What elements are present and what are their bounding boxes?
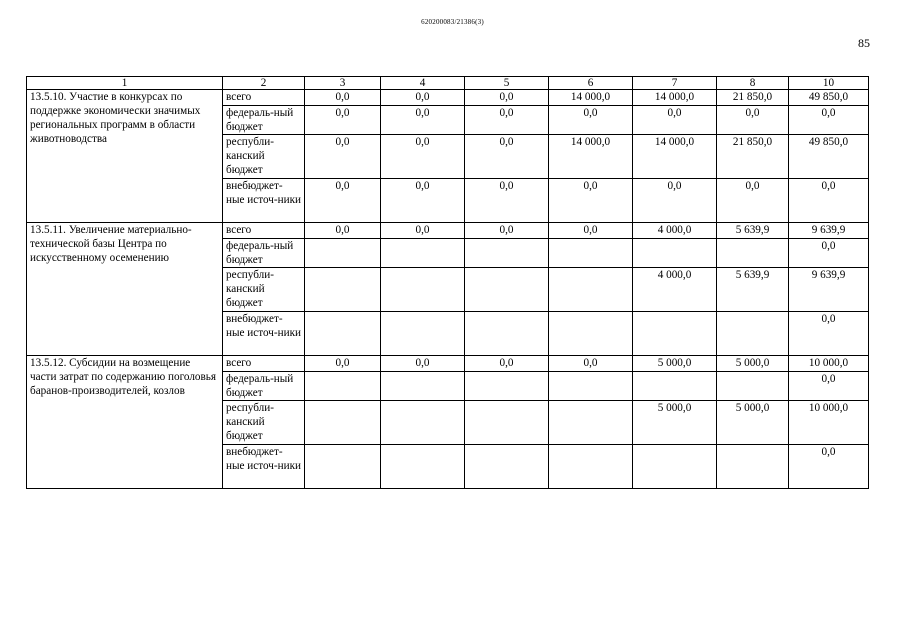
amount-cell xyxy=(305,445,381,489)
funding-source-label: республи-канский бюджет xyxy=(223,401,305,445)
amount-cell: 5 639,9 xyxy=(717,223,789,239)
amount-cell: 9 639,9 xyxy=(789,268,869,312)
funding-source-label: федераль-ный бюджет xyxy=(223,372,305,401)
amount-cell xyxy=(465,445,549,489)
amount-cell: 10 000,0 xyxy=(789,401,869,445)
funding-source-label: всего xyxy=(223,223,305,239)
amount-cell: 9 639,9 xyxy=(789,223,869,239)
amount-cell: 0,0 xyxy=(305,179,381,223)
amount-cell xyxy=(717,239,789,268)
amount-cell: 49 850,0 xyxy=(789,135,869,179)
amount-cell xyxy=(465,372,549,401)
amount-cell xyxy=(633,445,717,489)
column-header: 5 xyxy=(465,77,549,90)
amount-cell: 0,0 xyxy=(381,106,465,135)
amount-cell xyxy=(633,312,717,356)
amount-cell xyxy=(305,268,381,312)
measure-title: 13.5.11. Увеличение материально-технической базы Центра по искусственному осеменению xyxy=(27,223,223,356)
amount-cell: 0,0 xyxy=(305,356,381,372)
amount-cell: 0,0 xyxy=(789,106,869,135)
amount-cell xyxy=(305,401,381,445)
amount-cell: 0,0 xyxy=(789,239,869,268)
column-header: 6 xyxy=(549,77,633,90)
funding-source-label: республи-канский бюджет xyxy=(223,268,305,312)
amount-cell: 0,0 xyxy=(633,106,717,135)
amount-cell: 4 000,0 xyxy=(633,268,717,312)
page-number: 85 xyxy=(858,36,870,50)
amount-cell: 0,0 xyxy=(381,223,465,239)
amount-cell: 0,0 xyxy=(465,223,549,239)
amount-cell: 0,0 xyxy=(789,372,869,401)
amount-cell xyxy=(305,239,381,268)
column-header: 10 xyxy=(789,77,869,90)
funding-source-label: всего xyxy=(223,356,305,372)
amount-cell: 0,0 xyxy=(717,179,789,223)
column-header: 8 xyxy=(717,77,789,90)
amount-cell: 0,0 xyxy=(549,106,633,135)
amount-cell: 0,0 xyxy=(465,90,549,106)
funding-source-label: республи-канский бюджет xyxy=(223,135,305,179)
amount-cell: 0,0 xyxy=(549,179,633,223)
amount-cell: 14 000,0 xyxy=(549,135,633,179)
column-header: 3 xyxy=(305,77,381,90)
amount-cell: 5 000,0 xyxy=(633,401,717,445)
column-header: 2 xyxy=(223,77,305,90)
amount-cell xyxy=(305,312,381,356)
measure-title: 13.5.10. Участие в конкурсах по поддержке экономически значимых региональных программ в области животноводства xyxy=(27,90,223,223)
amount-cell: 0,0 xyxy=(789,312,869,356)
amount-cell: 49 850,0 xyxy=(789,90,869,106)
amount-cell xyxy=(465,268,549,312)
amount-cell xyxy=(633,372,717,401)
amount-cell: 5 000,0 xyxy=(717,401,789,445)
amount-cell xyxy=(381,372,465,401)
amount-cell xyxy=(381,312,465,356)
amount-cell: 5 639,9 xyxy=(717,268,789,312)
funding-source-label: федераль-ный бюджет xyxy=(223,239,305,268)
amount-cell xyxy=(549,312,633,356)
amount-cell: 21 850,0 xyxy=(717,90,789,106)
amount-cell xyxy=(381,401,465,445)
amount-cell xyxy=(465,401,549,445)
amount-cell xyxy=(549,445,633,489)
amount-cell: 0,0 xyxy=(789,445,869,489)
amount-cell: 0,0 xyxy=(305,106,381,135)
amount-cell xyxy=(381,239,465,268)
funding-source-label: внебюджет-ные источ-ники xyxy=(223,445,305,489)
amount-cell: 0,0 xyxy=(465,106,549,135)
amount-cell xyxy=(549,372,633,401)
amount-cell: 0,0 xyxy=(305,135,381,179)
amount-cell: 0,0 xyxy=(549,223,633,239)
amount-cell: 0,0 xyxy=(465,356,549,372)
budget-table xyxy=(26,76,869,489)
amount-cell: 0,0 xyxy=(305,223,381,239)
amount-cell: 0,0 xyxy=(717,106,789,135)
amount-cell: 14 000,0 xyxy=(633,90,717,106)
amount-cell: 21 850,0 xyxy=(717,135,789,179)
table-row xyxy=(27,223,869,239)
amount-cell: 0,0 xyxy=(381,179,465,223)
amount-cell: 0,0 xyxy=(633,179,717,223)
column-header: 7 xyxy=(633,77,717,90)
amount-cell: 0,0 xyxy=(381,356,465,372)
funding-source-label: федераль-ный бюджет xyxy=(223,106,305,135)
amount-cell: 0,0 xyxy=(465,179,549,223)
table-header-row xyxy=(27,77,869,90)
funding-source-label: внебюджет-ные источ-ники xyxy=(223,179,305,223)
amount-cell: 0,0 xyxy=(789,179,869,223)
amount-cell xyxy=(633,239,717,268)
amount-cell xyxy=(305,372,381,401)
amount-cell: 0,0 xyxy=(381,135,465,179)
amount-cell xyxy=(717,312,789,356)
amount-cell: 5 000,0 xyxy=(633,356,717,372)
column-header: 4 xyxy=(381,77,465,90)
amount-cell: 14 000,0 xyxy=(633,135,717,179)
table-row xyxy=(27,356,869,372)
amount-cell xyxy=(549,401,633,445)
amount-cell: 10 000,0 xyxy=(789,356,869,372)
amount-cell: 0,0 xyxy=(381,90,465,106)
amount-cell: 0,0 xyxy=(549,356,633,372)
amount-cell: 0,0 xyxy=(465,135,549,179)
amount-cell xyxy=(549,239,633,268)
amount-cell: 4 000,0 xyxy=(633,223,717,239)
amount-cell: 14 000,0 xyxy=(549,90,633,106)
amount-cell xyxy=(549,268,633,312)
measure-title: 13.5.12. Субсидии на возмещение части затрат по содержанию поголовья баранов-производителей, козлов xyxy=(27,356,223,489)
amount-cell xyxy=(465,239,549,268)
table-row xyxy=(27,90,869,106)
funding-source-label: всего xyxy=(223,90,305,106)
amount-cell xyxy=(465,312,549,356)
amount-cell: 5 000,0 xyxy=(717,356,789,372)
amount-cell xyxy=(717,445,789,489)
amount-cell xyxy=(381,445,465,489)
amount-cell xyxy=(381,268,465,312)
amount-cell: 0,0 xyxy=(305,90,381,106)
document-code: 620200083/21386(3) xyxy=(421,18,484,26)
amount-cell xyxy=(717,372,789,401)
funding-source-label: внебюджет-ные источ-ники xyxy=(223,312,305,356)
column-header: 1 xyxy=(27,77,223,90)
